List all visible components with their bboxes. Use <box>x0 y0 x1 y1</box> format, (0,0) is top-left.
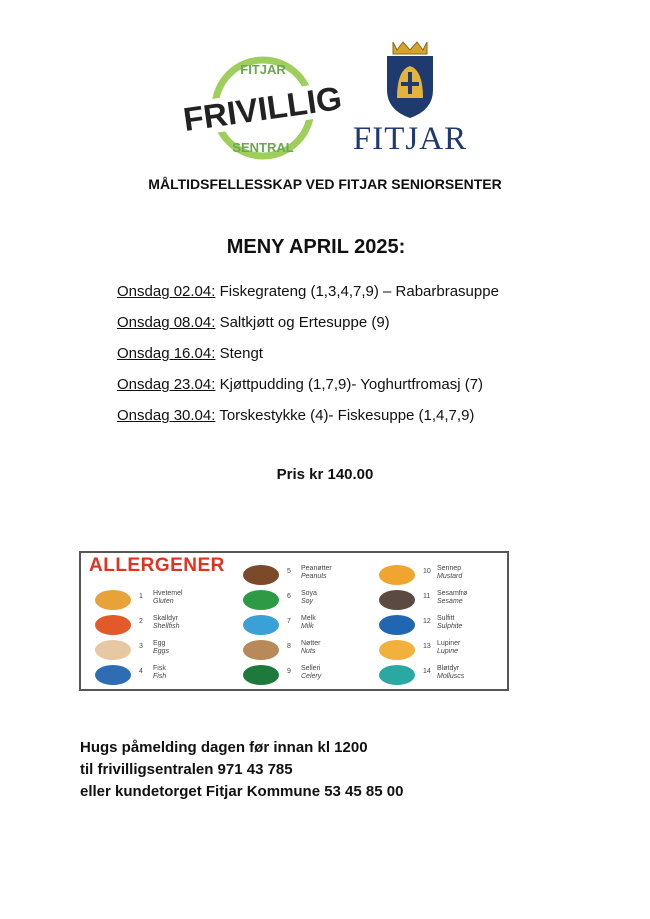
logo-ring-top-text: FITJAR <box>240 62 286 77</box>
allergen-item <box>243 638 343 662</box>
allergen-icon <box>95 665 131 685</box>
allergen-name-en: Fish <box>153 673 167 680</box>
menu-day: Onsdag 16.04: <box>117 345 216 362</box>
allergen-name-no: Sulfitt <box>437 615 455 622</box>
allergen-label <box>153 615 179 631</box>
menu-day: Onsdag 23.04: <box>117 376 216 393</box>
allergen-icon <box>379 565 415 585</box>
allergen-name-no: Sennep <box>437 565 462 572</box>
allergen-item <box>95 638 195 662</box>
fitjar-shield-icon <box>345 38 475 118</box>
allergen-number: 4 <box>139 668 143 675</box>
allergen-name-en: Gluten <box>153 598 174 605</box>
allergen-name-en: Mustard <box>437 573 463 580</box>
allergen-icon <box>243 615 279 635</box>
signup-line: Hugs påmelding dagen før innan kl 1200 <box>80 739 368 756</box>
allergen-item <box>379 638 479 662</box>
allergen-number: 14 <box>423 668 431 675</box>
allergen-name-no: Selleri <box>301 665 321 672</box>
menu-dish: Saltkjøtt og Ertesuppe (9) <box>215 314 390 331</box>
allergen-name-en: Milk <box>301 623 314 630</box>
allergen-label <box>437 565 462 581</box>
allergen-label <box>437 615 462 631</box>
allergen-icon <box>95 640 131 660</box>
signup-info <box>80 737 403 803</box>
allergen-item <box>95 588 195 612</box>
allergen-item <box>243 663 343 687</box>
price: Pris kr 140.00 <box>276 466 374 483</box>
allergen-number: 13 <box>423 643 431 650</box>
allergen-name-no: Nøtter <box>301 640 321 647</box>
allergen-label <box>153 640 169 656</box>
allergen-name-en: Sesame <box>437 598 463 605</box>
allergen-icon <box>379 640 415 660</box>
menu-item <box>117 276 499 307</box>
allergen-item <box>243 613 343 637</box>
allergen-number: 6 <box>287 593 291 600</box>
allergen-name-no: Lupiner <box>437 640 461 647</box>
allergen-name-en: Shellfish <box>153 623 180 630</box>
allergen-label <box>301 590 317 606</box>
allergen-number: 10 <box>423 568 431 575</box>
logo-word-text: FRIVILLIG <box>180 79 345 138</box>
allergen-number: 5 <box>287 568 291 575</box>
allergen-label <box>301 640 320 656</box>
menu-item <box>117 307 499 338</box>
allergen-label <box>153 590 183 606</box>
allergen-icon <box>95 615 131 635</box>
fitjar-logo-text: FITJAR <box>352 121 468 157</box>
allergen-name-en: Sulphite <box>437 623 463 630</box>
allergen-number: 3 <box>139 643 143 650</box>
allergen-icon <box>243 565 279 585</box>
allergen-name-no: Bløtdyr <box>437 665 460 672</box>
allergen-chart <box>79 551 509 691</box>
allergen-item <box>379 613 479 637</box>
signup-line: til frivilligsentralen 971 43 785 <box>80 761 293 778</box>
allergen-icon <box>95 590 131 610</box>
allergen-label <box>153 665 166 681</box>
allergen-name-en: Peanuts <box>301 573 327 580</box>
allergen-name-no: Fisk <box>153 665 166 672</box>
menu-dish: Torskestykke (4)- Fiskesuppe (1,4,7,9) <box>215 407 475 424</box>
menu-dish: Fiskegrateng (1,3,4,7,9) – Rabarbrasuppe <box>215 283 499 300</box>
menu-item <box>117 369 499 400</box>
logo-ring-bottom-text: SENTRAL <box>232 140 294 155</box>
frivillig-sentral-logo <box>170 52 355 164</box>
allergen-icon <box>243 640 279 660</box>
allergen-icon <box>379 665 415 685</box>
subtitle: MÅLTIDSFELLESSKAP VED FITJAR SENIORSENTER <box>148 176 502 192</box>
menu-list <box>117 276 499 431</box>
allergen-item <box>379 588 479 612</box>
allergen-label <box>301 565 332 581</box>
allergen-icon <box>379 615 415 635</box>
menu-day: Onsdag 08.04: <box>117 314 216 331</box>
allergen-name-no: Egg <box>153 640 166 647</box>
allergen-icon <box>243 665 279 685</box>
signup-line: eller kundetorget Fitjar Kommune 53 45 85 00 <box>80 783 404 800</box>
menu-item <box>117 400 499 431</box>
allergen-name-en: Nuts <box>301 648 316 655</box>
allergen-label <box>437 590 467 606</box>
menu-dish: Stengt <box>215 345 263 362</box>
allergen-name-no: Soya <box>301 590 317 597</box>
allergen-name-en: Soy <box>301 598 314 605</box>
allergen-label <box>301 665 321 681</box>
allergen-name-en: Lupine <box>437 648 459 655</box>
allergen-name-no: Skalldyr <box>153 615 178 622</box>
allergen-item <box>243 563 343 587</box>
allergen-name-en: Celery <box>301 673 322 680</box>
menu-dish: Kjøttpudding (1,7,9)- Yoghurtfromasj (7) <box>215 376 484 393</box>
allergen-number: 9 <box>287 668 291 675</box>
allergen-item <box>95 663 195 687</box>
allergen-number: 8 <box>287 643 291 650</box>
allergen-number: 1 <box>139 593 143 600</box>
menu-title: MENY APRIL 2025: <box>226 236 406 258</box>
allergen-name-no: Melk <box>301 615 316 622</box>
allergen-label <box>301 615 316 631</box>
allergen-number: 11 <box>423 593 431 600</box>
allergen-item <box>243 588 343 612</box>
allergen-name-en: Eggs <box>153 648 169 655</box>
allergen-icon <box>243 590 279 610</box>
allergen-item <box>95 613 195 637</box>
allergen-number: 2 <box>139 618 143 625</box>
allergen-name-no: Hvetemel <box>153 590 183 597</box>
allergen-icon <box>379 590 415 610</box>
fitjar-kommune-logo <box>345 38 475 163</box>
allergen-name-no: Peanøtter <box>301 565 332 572</box>
allergen-label <box>437 640 460 656</box>
menu-day: Onsdag 02.04: <box>117 283 216 300</box>
allergen-number: 7 <box>287 618 291 625</box>
allergen-item <box>379 663 479 687</box>
menu-item <box>117 338 499 369</box>
allergen-label <box>437 665 464 681</box>
menu-day: Onsdag 30.04: <box>117 407 216 424</box>
allergen-heading: ALLERGENER <box>89 555 225 576</box>
allergen-number: 12 <box>423 618 431 625</box>
allergen-name-en: Molluscs <box>437 673 465 680</box>
allergen-item <box>379 563 479 587</box>
allergen-name-no: Sesamfrø <box>437 590 468 597</box>
